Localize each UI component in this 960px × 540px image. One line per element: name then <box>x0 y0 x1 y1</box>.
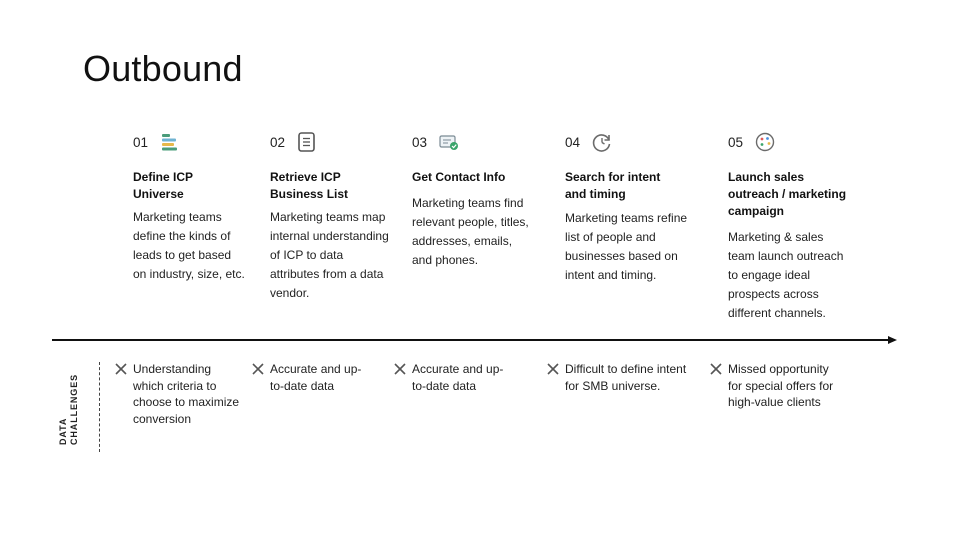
step-number: 05 <box>728 134 744 150</box>
step-1 <box>133 130 293 281</box>
challenge-text: Accurate and up-to-date data <box>412 362 504 393</box>
step-number: 01 <box>133 134 149 150</box>
step-description: Marketing teams find relevant people, titles, addresses, emails, and phones. <box>412 196 529 267</box>
challenge-2 <box>270 361 370 394</box>
refresh-clock-icon <box>591 131 613 153</box>
challenge-text: Accurate and up-to-date data <box>270 362 362 393</box>
stacked-cards-icon <box>159 131 181 153</box>
step-number: 03 <box>412 134 428 150</box>
step-description: Marketing teams define the kinds of leads to get based on industry, size, etc. <box>133 210 245 281</box>
step-title: Launch sales outreach / marketing campaign <box>728 170 847 218</box>
step-title: Get Contact Info <box>412 170 506 184</box>
challenge-1 <box>133 361 245 427</box>
challenge-text: Understanding which criteria to choose to maximize conversion <box>133 362 240 426</box>
step-description: Marketing & sales team launch outreach to engage ideal prospects across different channels. <box>728 230 844 320</box>
step-4 <box>565 130 725 282</box>
challenge-3 <box>412 361 512 394</box>
challenge-text: Missed opportunity for special offers for high-value clients <box>728 362 834 409</box>
step-description: Marketing teams map internal understanding of ICP to data attributes from a data vendor. <box>270 210 389 300</box>
step-description: Marketing teams refine list of people and businesses based on intent and timing. <box>565 211 688 282</box>
step-number: 04 <box>565 134 581 150</box>
contact-card-check-icon <box>438 131 460 153</box>
step-2 <box>270 130 430 300</box>
step-3 <box>412 130 572 267</box>
x-icon <box>547 362 559 374</box>
x-icon <box>394 362 406 374</box>
x-icon <box>710 362 722 374</box>
data-challenges-label: DATA CHALLENGES <box>58 373 79 445</box>
x-icon <box>252 362 264 374</box>
step-5 <box>728 130 888 320</box>
step-number: 02 <box>270 134 286 150</box>
document-list-icon <box>296 131 318 153</box>
page-title: Outbound <box>83 48 243 89</box>
step-title: Define ICP Universe <box>133 170 193 201</box>
challenge-text: Difficult to define intent for SMB universe. <box>565 362 687 393</box>
challenge-4 <box>565 361 695 394</box>
timeline-arrowhead <box>888 336 897 344</box>
timeline-line <box>52 339 890 341</box>
dashed-divider <box>99 362 100 452</box>
step-title: Search for intent and timing <box>565 170 661 201</box>
palette-icon <box>754 131 776 153</box>
x-icon <box>115 362 127 374</box>
challenge-5 <box>728 361 840 411</box>
step-title: Retrieve ICP Business List <box>270 170 349 201</box>
